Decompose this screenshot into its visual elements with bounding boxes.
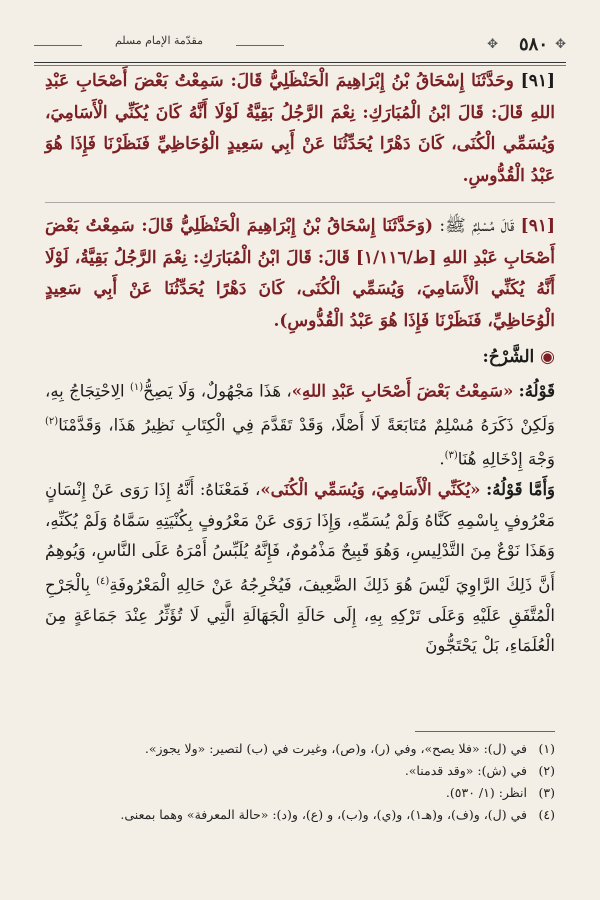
page-number: ٥٨٠ [518,34,548,55]
sharh-p2-quote: «يُكَنِّي الْأَسَامِيَ، وَيُسَمِّي الْكُنَى» [260,480,481,499]
matn-paragraph [45,211,555,337]
sharh-p2-text: ، فَمَعْنَاهُ: أَنَّهُ إِذَا رَوَى عَنْ إِنْسَانٍ مَعْرُوفٍ بِاسْمِهِ كَنَّاهُ وَلَمْ يُسَمِّهِ، وَإِذَا رَوَى عَنْ مَعْرُوفٍ بِكُنْيَتِهِ سَمَّاهُ وَلَمْ يُكَنِّهِ، وَهَذَا نَوْعٌ مِنَ التَّدْلِيسِ، وَهُوَ قَبِيحٌ مَذْمُومٌ، فَإِنَّهُ يُلَبِّسُ أَمْرَهُ عَلَى النَّاسِ، وَيُوهِمُ أَنَّ ذَلِكَ الرَّاوِيَ لَيْسَ هُوَ ذَلِكَ الضَّعِيفَ، فَيُخْرِجُهُ عَنْ حَالِهِ الْمَعْرُوفَةِ [45,480,555,594]
sharh-p1-quote: «سَمِعْتُ بَعْضَ أَصْحَابِ عَبْدِ اللهِ» [291,381,514,401]
page-content [45,66,555,662]
section-divider [45,202,555,203]
footnote-item [45,804,555,826]
ornament-icon: ✥ [487,37,498,52]
page-header [34,34,566,58]
matn-number: [٩١] [520,216,556,236]
running-title-text: مقدّمة الإمام مسلم [114,34,204,47]
footnote-rule [415,731,555,732]
footnote-text: في (ش): «وقد قدمنا». [404,763,528,778]
sharh-p1-text3: وَجْهَ إِدْخَالِهِ هُنَا [457,449,555,469]
footnote-number: (١) [538,741,555,756]
footnote-number: (٣) [538,785,555,800]
running-title [34,34,284,56]
sharh-heading [45,343,555,371]
sharh-paragraph-2 [45,475,555,662]
sharh-p1-text: ، هَذَا مَجْهُولٌ، وَلَا يَصِحُّ [143,381,292,401]
matn-text: (وَحَدَّثَنَا إِسْحَاقُ بْنُ إِبْرَاهِيمَ الْحَنْظَلِيُّ قَالَ: سَمِعْتُ بَعْضَ أَصْحَابِ عَبْدِ اللهِ [ط/١/١١٦] قَالَ: قَالَ ابْنُ الْمُبَارَكِ: نِعْمَ الرَّجُلُ بَقِيَّةُ، لَوْلَا أَنَّهُ يُكَنِّي الْأَسَامِيَ، وَيُسَمِّي الْكُنَى، كَانَ دَهْرًا يُحَدِّثُنَا عَنْ أَبِي سَعِيدٍ الْوُحَاظِيِّ، فَنَظَرْنَا فَإِذَا هُوَ عَبْدُ الْقُدُّوسِ). [45,216,556,331]
ornament-icon: ✥ [555,37,566,52]
sharh-p1-lead: قَوْلُهُ: [518,381,556,401]
footnote-ref[interactable]: (١) [129,382,144,393]
sharh-label: الشَّرْحُ: [482,347,535,367]
footnote-text: انظر: (١/ ٥٣٠). [445,785,528,800]
footnote-ref[interactable]: (٤) [96,575,110,587]
sharh-paragraph-1: قَوْلُهُ: «سَمِعْتُ بَعْضَ أَصْحَابِ عَبْدِ اللهِ»، هَذَا مَجْهُولٌ، وَلَا يَصِحُّ$^{(١)}$ الِاحْتِجَاجُ بِهِ، وَلَكِنْ ذَكَرَهُ مُسْلِمٌ مُتَابَعَةً لَا أَصْلًا، وَقَدْ تَقَدَّمَ فِي الْكِتَابِ نَظِيرُ هَذَا، وَقَدَّمْنَا$^{(٢)}$ وَجْهَ إِدْخَالِهِ هُنَا$^{(٣)}$. [45,381,556,469]
footnote-number: (٢) [538,763,555,778]
narration-number: [٩١] [520,71,555,91]
footnote-number: (٤) [538,807,555,822]
sharh-p2-text2: بِالْجَرْحِ الْمُتَّفَقِ عَلَيْهِ وَعَلَى تَرْكِهِ بِهِ، إِلَى حَالَةِ الْجَهَالَةِ الَّتِي لَا تُؤَثِّرُ عِنْدَ جَمَاعَةٍ مِنَ الْعُلَمَاءِ، بَلْ يَحْتَجُّونَ [45,575,555,655]
header-rule [34,62,566,63]
footnotes [45,738,555,826]
bullet-icon: ◉ [540,347,555,367]
sharh-p1-text2: الِاحْتِجَاجُ بِهِ، وَلَكِنْ ذَكَرَهُ مُسْلِمٌ مُتَابَعَةً لَا أَصْلًا، وَقَدْ تَقَدَّمَ فِي الْكِتَابِ نَظِيرُ هَذَا، وَقَدَّمْنَا [45,381,555,435]
narration-text: وحَدَّثَنَا إِسْحَاقُ بْنُ إِبْرَاهِيمَ الْحَنْظَلِيُّ قَالَ: سَمِعْتُ بَعْضَ أَصْحَابِ عَبْدِ اللهِ قَالَ: قَالَ ابْنُ الْمُبَارَكِ: نِعْمَ الرَّجُلُ بَقِيَّةُ لَوْلَا أَنَّهُ كَانَ يُكَنِّي الْأَسَامِيَ، وَيُسَمِّي الْكُنَى، كَانَ دَهْرًا يُحَدِّثُنَا عَنْ أَبِي سَعِيدٍ الْوُحَاظِيِّ فَنَظَرْنَا فَإِذَا هُوَ عَبْدُ الْقُدُّوسِ. [45,71,555,186]
footnote-ref[interactable]: (٢) [45,416,59,427]
footnote-ref[interactable]: (٣) [444,450,458,461]
footnote-item [45,738,555,760]
matn-intro: قَالَ مُسْلِمٌ ﷺ: [439,216,515,236]
footnote-item [45,760,555,782]
narration-paragraph [45,66,555,192]
footnote-item [45,782,555,804]
footnote-text: في (ل)، و(ف)، و(هـ١)، و(ي)، و(ب)، و (ع)، و(د): «حالة المعرفة» وهما بمعنى. [120,807,528,822]
footnote-text: في (ل): «فلا يصح»، وفي (ر)، و(ص)، وغيرت في (ب) لتصير: «ولا يجوز». [144,741,528,756]
sharh-p2-lead: وَأَمَّا قَوْلُهُ: [486,480,555,499]
